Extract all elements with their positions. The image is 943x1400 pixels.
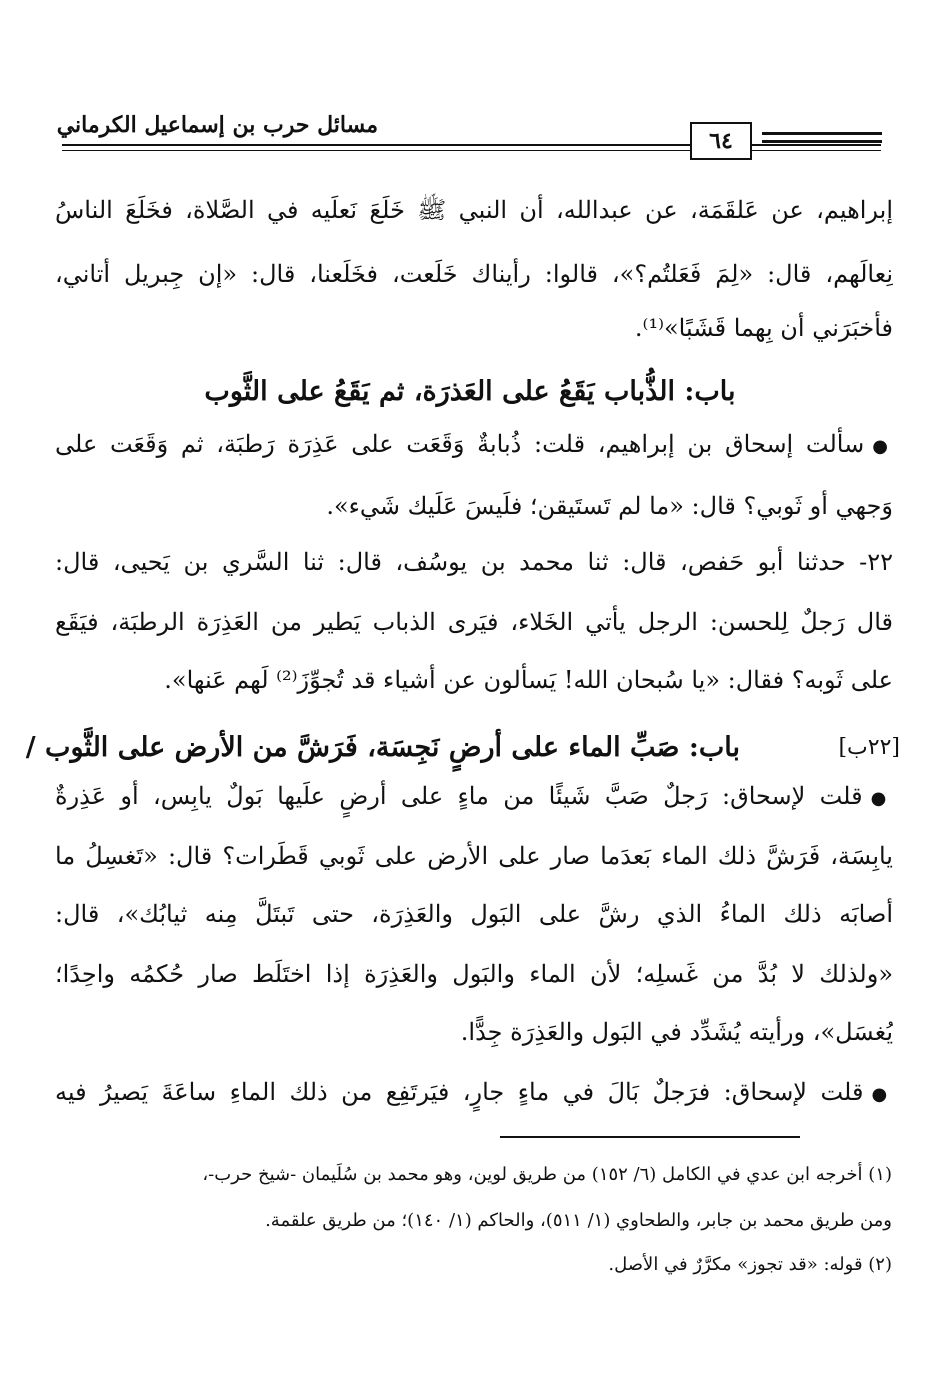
text-line: «ولذلك لا بُدَّ من غَسلِه؛ لأن الماء والبَول والعَذِرَة إذا اختَلَط صار حُكمُه واحِدًا؛ bbox=[55, 960, 893, 988]
text-line: ٢٢- حدثنا أبو حَفص، قال: ثنا محمد بن يوسُف، قال: ثنا السَّري بن يَحيى، قال: bbox=[55, 548, 893, 576]
footnote: (٢) قوله: «قد تجوز» مكرَّرٌ في الأصل. bbox=[608, 1254, 892, 1275]
header-ornament-bars bbox=[762, 132, 882, 148]
text-line: يابِسَة، فَرَشَّ ذلك الماء بَعدَما صار على الأرض على ثَوبي قَطَرات؟ قال: «تَغسِلُ ما bbox=[55, 842, 893, 870]
header-rule-bottom bbox=[62, 150, 881, 151]
text-line: قال رَجلٌ لِلحسن: الرجل يأتي الخَلاء، فيَرى الذباب يَطير من العَذِرَة الرطبَة، فيَقَع bbox=[55, 608, 893, 636]
section-heading: باب: الذُّباب يَقَعُ على العَذرَة، ثم يَقَعُ على الثَّوب bbox=[204, 376, 736, 407]
text-line: إبراهيم، عن عَلقَمَة، عن عبدالله، أن النبي ﷺ خَلَعَ نَعلَيه في الصَّلاة، فخَلَعَ الناسُ bbox=[55, 196, 893, 224]
text-line bbox=[55, 424, 893, 467]
bullet-icon: ● bbox=[871, 1084, 893, 1105]
text-line-content: قلت لإسحاق: رَجلٌ صَبَّ شَيئًا من ماءٍ على أرضٍ علَيها بَولٌ يابِس، أو عَذِرةٌ bbox=[55, 782, 863, 810]
footnote: ومن طريق محمد بن جابر، والطحاوي (١/ ٥١١)، والحاكم (١/ ١٤٠)؛ من طريق علقمة. bbox=[265, 1210, 892, 1231]
bullet-icon: ● bbox=[870, 788, 893, 809]
text-line: أصابَه ذلك الماءُ الذي رشَّ على البَول والعَذِرَة، حتى تَبتَلَّ مِنه ثيابُك»، قال: bbox=[55, 900, 893, 928]
bullet-icon: ● bbox=[872, 436, 893, 457]
section-heading: باب: صَبِّ الماء على أرضٍ نَجِسَة، فَرَشَّ من الأرض على الثَّوب / bbox=[25, 732, 740, 763]
running-title: مسائل حرب بن إسماعيل الكرماني bbox=[30, 112, 378, 138]
header-rule-top bbox=[62, 144, 881, 146]
text-line-content: سألت إسحاق بن إبراهيم، قلت: ذُبابةٌ وَقَعَت على عَذِرَة رَطبَة، ثم وَقَعَت على bbox=[55, 430, 865, 458]
footnote-separator bbox=[500, 1136, 800, 1138]
text-line bbox=[55, 776, 893, 819]
manuscript-folio-marker: [٢٢ب] bbox=[838, 735, 900, 760]
text-line: وَجهي أو ثَوبي؟ قال: «ما لم تَستَيقن؛ فلَيسَ عَلَيك شَيء». bbox=[326, 492, 893, 520]
text-line bbox=[55, 1072, 893, 1115]
text-line: يُغسَل»، ورأيته يُشَدِّد في البَول والعَذِرَة جِدًّا. bbox=[460, 1018, 893, 1046]
page-number: ٦٤ bbox=[690, 122, 752, 160]
text-line-content: قلت لإسحاق: فرَجلٌ بَالَ في ماءٍ جارٍ، فيَرتَفِع من ذلك الماءِ ساعَةَ يَصيرُ فيه bbox=[55, 1078, 864, 1106]
text-line: فأخبَرَني أن بِهما قَشَبًا»⁽¹⁾. bbox=[634, 314, 893, 342]
footnote: (١) أخرجه ابن عدي في الكامل (٦/ ١٥٢) من طريق لوين، وهو محمد بن سُلَيمان -شيخ حرب-، bbox=[202, 1164, 892, 1185]
text-line: على ثَوبه؟ فقال: «يا سُبحان الله! يَسألون عن أشياء قد تُجوِّزَ⁽²⁾ لَهم عَنها». bbox=[164, 666, 893, 694]
text-line: نِعالَهم، قال: «لِمَ فَعَلتُم؟»، قالوا: رأيناك خَلَعت، فخَلَعنا، قال: «إن جِبريل أتاني، bbox=[55, 260, 893, 288]
